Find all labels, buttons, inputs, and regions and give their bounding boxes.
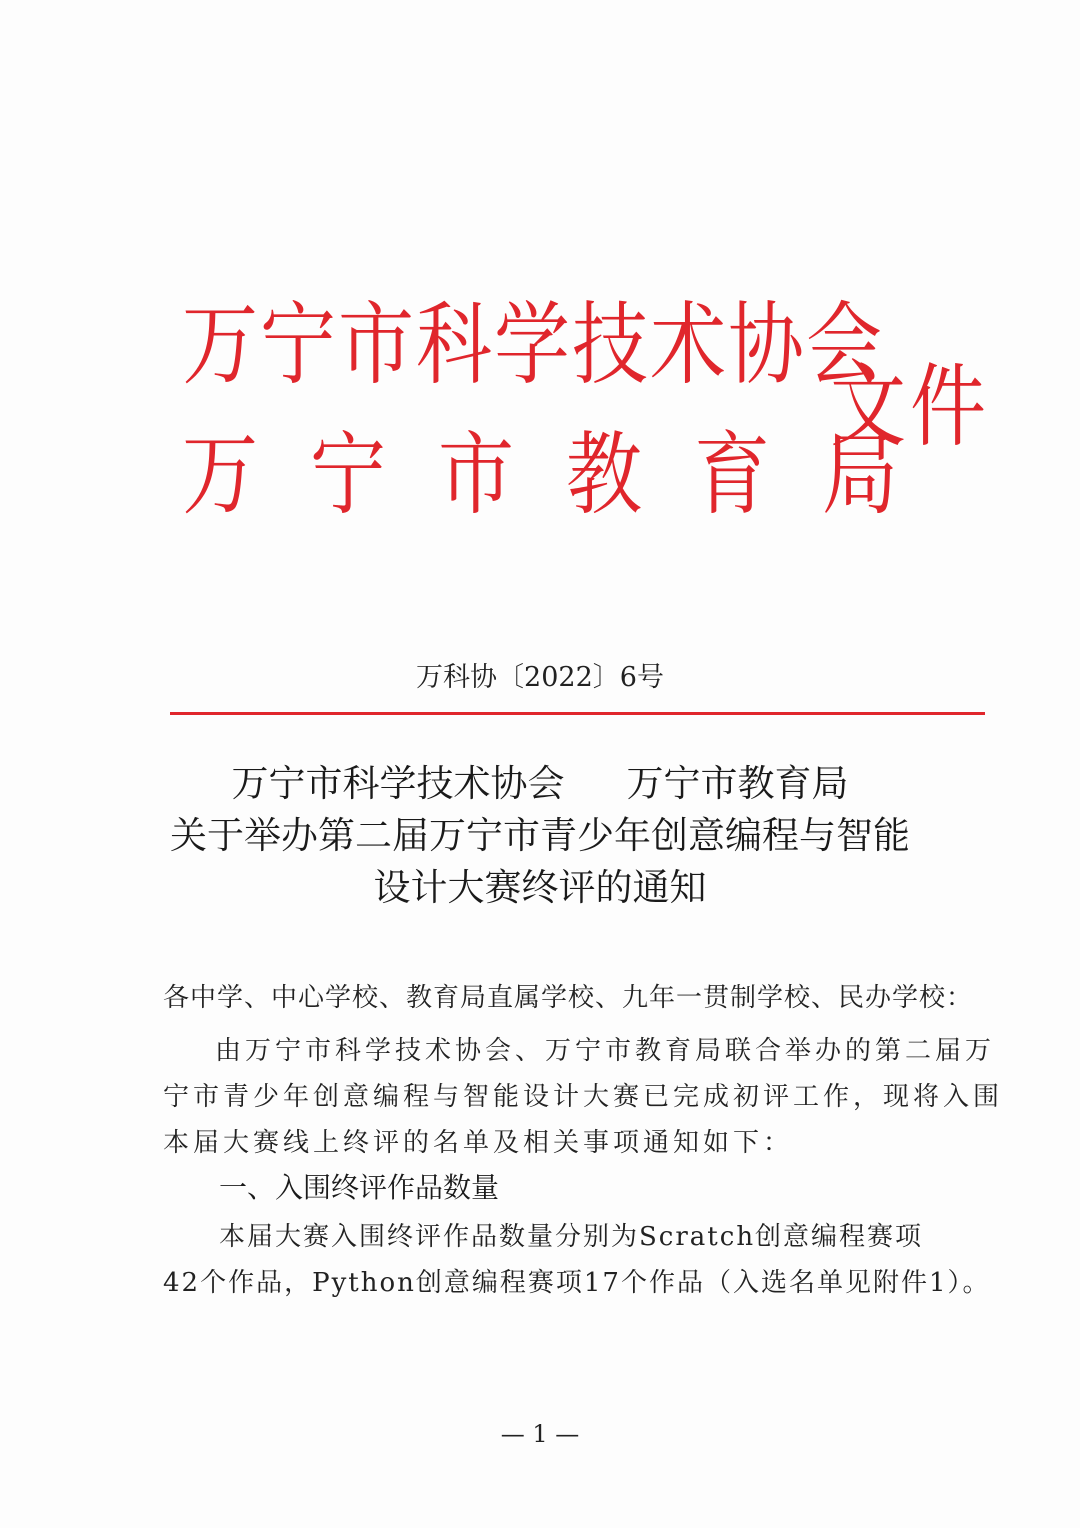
- header-org-line1: 万宁市科学技术协会: [182, 291, 884, 397]
- paragraph-1-line2: 宁市青少年创意编程与智能设计大赛已完成初评工作，现将入围: [163, 1082, 1004, 1112]
- title-org1: 万宁市科学技术协会: [231, 762, 565, 805]
- title-line3: 设计大赛终评的通知: [373, 866, 707, 909]
- title-org2: 万宁市教育局: [626, 762, 849, 805]
- paragraph-2: [163, 1214, 991, 1306]
- salutation: 各中学、中心学校、教育局直属学校、九年一贯制学校、民办学校：: [163, 983, 974, 1013]
- document-number: 万科协〔2022〕6号: [416, 662, 664, 693]
- header-doc-word: 文件: [830, 353, 990, 459]
- red-divider: [170, 712, 985, 715]
- section-heading-1: 一、入围终评作品数量: [219, 1171, 500, 1204]
- paragraph-2-line1: 本届大赛入围终评作品数量分别为Scratch创意编程赛项: [219, 1222, 924, 1252]
- page-number: — 1 —: [500, 1420, 580, 1448]
- paragraph-1-line3: 本届大赛线上终评的名单及相关事项通知如下：: [163, 1128, 794, 1158]
- header-org-line2: 万宁市教育局: [182, 421, 950, 527]
- title-line1: [0, 758, 1080, 810]
- document-title: [0, 758, 1080, 914]
- paragraph-2-line2: 42个作品，Python创意编程赛项17个作品（入选名单见附件1）。: [163, 1268, 991, 1298]
- paragraph-1: [163, 1028, 1004, 1166]
- paragraph-1-line1: 由万宁市科学技术协会、万宁市教育局联合举办的第二届万: [215, 1036, 996, 1066]
- title-line2: 关于举办第二届万宁市青少年创意编程与智能: [170, 814, 910, 857]
